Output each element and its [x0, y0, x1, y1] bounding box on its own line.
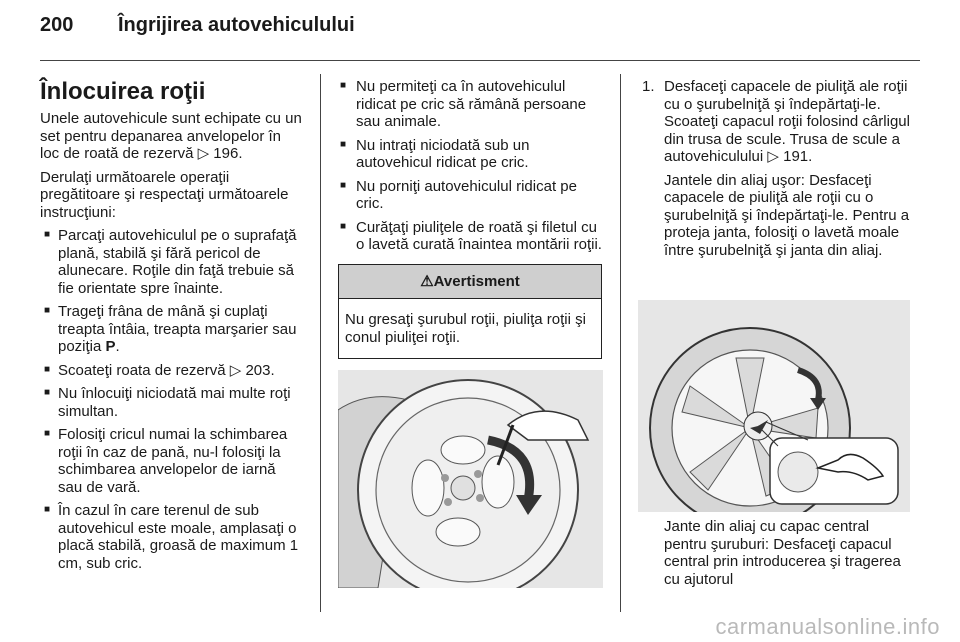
column-3 — [638, 78, 910, 265]
list-item: ■ În cazul în care terenul de sub autovehicul este moale, amplasaţi o placă stabilă, groasă de maximum 1 cm, sub cric. — [40, 502, 302, 572]
step-1-text: Desfaceţi capacele de piuliţă ale roţii cu o şurubelniţă şi îndepărtaţi-le. Scoateţi capacul roţii folosind cârligul din trusa de scule. Trusa de scule a autovehiculului ▷ 191. — [664, 78, 910, 165]
list-item: ■ Curăţaţi piuliţele de roată şi filetul cu o lavetă curată înaintea montării roţii. — [338, 219, 602, 254]
instruction-list — [40, 227, 302, 572]
header-rule — [40, 60, 920, 61]
chapter-title: Îngrijirea autovehiculului — [118, 14, 355, 36]
list-item — [40, 303, 302, 356]
alloy-wheel-drawing — [638, 300, 910, 512]
safety-list — [338, 78, 602, 254]
list-item: ■ Folosiţi cricul numai la schimbarea roţii în caz de pană, nu-l folosiţi la schimbarea anvelopelor de iarnă sau de vară. — [40, 426, 302, 496]
step-1 — [638, 78, 910, 166]
alloy-wheel-illustration — [638, 300, 910, 512]
column-2 — [338, 78, 602, 359]
alloy-note: Jantele din aliaj uşor: Desfaceţi capacele de piuliţă ale roţii cu o şurubelniţă şi îndepărtaţi-le. Pentru a proteja janta, folosiţi o lavetă moale între şurubelniţă şi janta din aliaj. — [664, 171, 910, 259]
intro-paragraph: Unele autovehicule sunt echipate cu un set pentru depanarea anvelopelor în loc de roată de rezervă ▷ 196. — [40, 110, 302, 162]
period: . — [115, 338, 120, 355]
list-item: ■ Nu înlocuiţi niciodată mai multe roţi simultan. — [40, 385, 302, 420]
gear-position-p: P — [105, 338, 116, 355]
alloy-central-cap-caption: Jante din aliaj cu capac central pentru şuruburi: Desfaceţi capacul central prin introducerea şi tragerea cu ajutorul — [664, 518, 901, 588]
page-number: 200 — [40, 14, 74, 36]
column-divider-2 — [620, 74, 621, 612]
section-heading: Înlocuirea roţii — [40, 78, 206, 105]
hubcap-removal-illustration — [338, 370, 603, 588]
prep-paragraph: Derulaţi următoarele operaţii pregătitoare şi respectaţi următoarele instrucţiuni: — [40, 168, 289, 221]
column-1 — [40, 78, 302, 578]
list-item: ■ Parcaţi autovehiculul pe o suprafaţă plană, stabilă şi fără pericol de alunecare. Roţile din faţă trebuie să fie orientate spre înainte. — [40, 227, 302, 297]
watermark: carmanualsonline.info — [715, 614, 940, 639]
warning-title: ⚠Avertisment — [339, 265, 601, 300]
warning-text: Nu gresaţi şurubul roţii, piuliţa roţii şi conul piuliţei roţii. — [345, 311, 586, 346]
steps-list — [638, 78, 910, 166]
list-item: ■ Nu porniţi autovehiculul ridicat pe cric. — [338, 178, 602, 213]
wheel-cover-drawing — [338, 370, 603, 588]
column-divider-1 — [320, 74, 321, 612]
list-item-text: Trageţi frâna de mână şi cuplaţi treapta întâia, treapta marşarier sau poziţia — [58, 303, 297, 355]
list-item: ■ Scoateţi roata de rezervă ▷ 203. — [40, 362, 302, 380]
warning-box — [338, 264, 602, 360]
list-item: ■ Nu permiteţi ca în autovehiculul ridicat pe cric să rămână persoane sau animale. — [338, 78, 602, 131]
list-item: ■ Nu intraţi niciodată sub un autovehicul ridicat pe cric. — [338, 137, 602, 172]
